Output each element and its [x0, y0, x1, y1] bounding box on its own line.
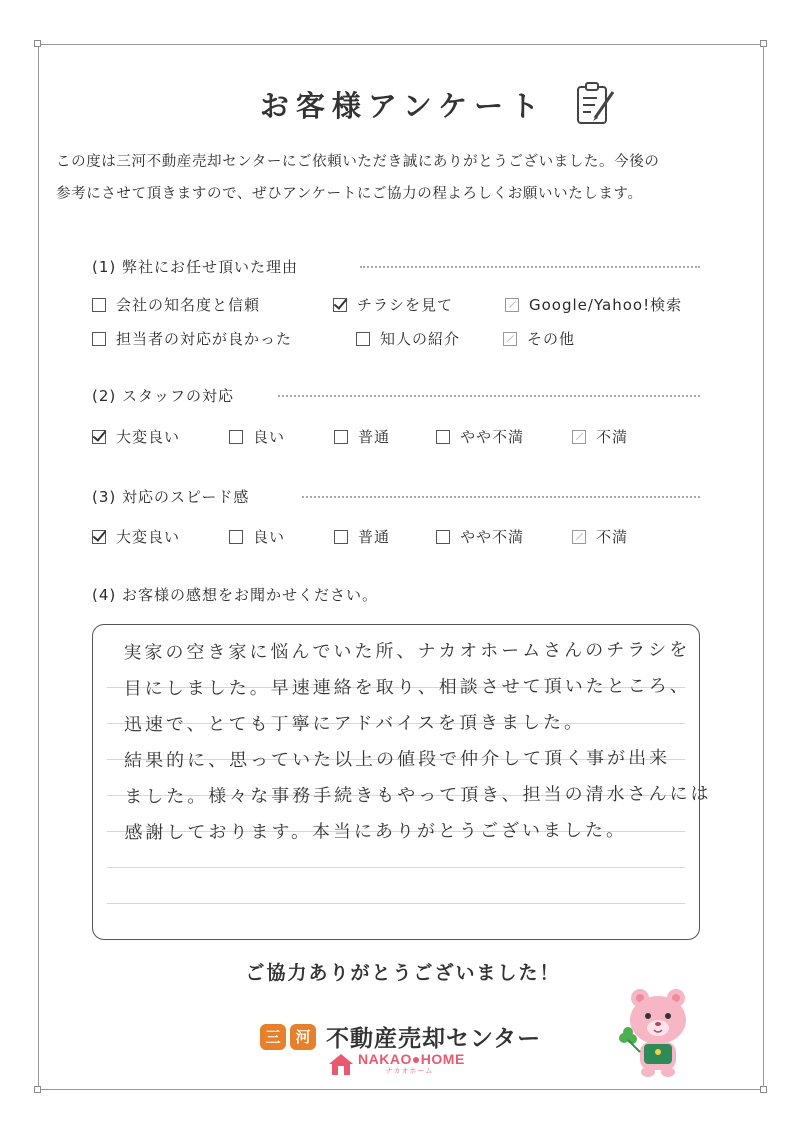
logo-badge: 河: [290, 1024, 316, 1050]
checkbox[interactable]: [92, 332, 106, 346]
q2-option-very-good[interactable]: [92, 426, 180, 447]
checkbox[interactable]: [572, 430, 586, 444]
checkbox[interactable]: [572, 530, 586, 544]
option-label: Google/Yahoo!検索: [529, 296, 683, 314]
option-label: 不満: [596, 428, 629, 446]
checkbox[interactable]: [356, 332, 370, 346]
thanks-message: ご協力ありがとうございました！: [245, 962, 561, 984]
comment-line: 結果的に、思っていた以上の値段で仲介して頂く事が出来: [124, 747, 671, 772]
q2-option-good[interactable]: [229, 426, 285, 447]
frame-corner: [760, 40, 767, 47]
dotted-leader: [278, 395, 700, 397]
dotted-leader: [302, 496, 700, 498]
nakao-home-logo: [328, 1052, 465, 1076]
option-label: 良い: [253, 528, 286, 546]
house-icon: [328, 1052, 354, 1076]
checkbox[interactable]: [229, 530, 243, 544]
frame-corner: [34, 40, 41, 47]
q2-option-somewhat-dissatisfied[interactable]: [436, 426, 524, 447]
checkbox[interactable]: [505, 298, 519, 312]
option-label: 会社の知名度と信頼: [116, 296, 261, 314]
question-2-heading: (2) スタッフの対応: [92, 387, 235, 405]
checkbox-checked[interactable]: [92, 430, 106, 444]
comment-line: 感謝しております。本当にありがとうございました。: [124, 819, 628, 844]
brand-subtitle: ナカオホーム: [385, 1067, 434, 1075]
option-label: 不満: [596, 528, 629, 546]
checkbox[interactable]: [229, 430, 243, 444]
center-name: 不動産売却センター: [326, 1026, 542, 1052]
question-1-heading: (1) 弊社にお任せ頂いた理由: [92, 258, 299, 276]
frame-corner: [34, 1086, 41, 1093]
checkbox[interactable]: [334, 530, 348, 544]
q3-option-dissatisfied[interactable]: [572, 526, 628, 547]
question-4-heading: (4) お客様の感想をお聞かせください。: [92, 586, 379, 604]
intro-line: 参考にさせて頂きますので、ぜひアンケートにご協力の程よろしくお願いいたします。: [56, 186, 643, 202]
ruled-line: [107, 867, 685, 868]
bear-mascot-icon: [618, 986, 698, 1078]
ruled-line: [107, 903, 685, 904]
checkbox[interactable]: [503, 332, 517, 346]
comment-line: 迅速で、とても丁寧にアドバイスを頂きました。: [123, 712, 586, 736]
q1-option-staff[interactable]: [92, 328, 292, 349]
question-3-heading: (3) 対応のスピード感: [92, 488, 250, 506]
option-label: 大変良い: [116, 428, 181, 446]
handwritten-comment: [123, 633, 712, 852]
checkbox-checked[interactable]: [92, 530, 106, 544]
option-label: 普通: [358, 528, 391, 546]
comment-line: ました。様々な事務手続きもやって頂き、担当の清水さんには: [124, 783, 712, 808]
checkbox[interactable]: [92, 298, 106, 312]
option-label: やや不満: [460, 528, 525, 546]
q1-option-company-reputation[interactable]: [92, 294, 260, 315]
option-label: 良い: [253, 428, 286, 446]
q2-option-dissatisfied[interactable]: [572, 426, 628, 447]
option-label: やや不満: [460, 428, 525, 446]
q1-option-search[interactable]: [505, 294, 682, 315]
q1-option-referral[interactable]: [356, 328, 460, 349]
logo-badge: 三: [260, 1024, 286, 1050]
checkbox[interactable]: [436, 530, 450, 544]
intro-text: [56, 146, 756, 210]
comment-line: 目にしました。早速連絡を取り、相談させて頂いたところ、: [123, 675, 691, 700]
q3-option-good[interactable]: [229, 526, 285, 547]
comment-line: 実家の空き家に悩んでいた所、ナカオホームさんのチラシを: [123, 639, 691, 664]
company-logo: [260, 1020, 541, 1053]
option-label: 大変良い: [116, 528, 181, 546]
option-label: 普通: [358, 428, 391, 446]
q3-option-very-good[interactable]: [92, 526, 180, 547]
q1-option-other[interactable]: [503, 328, 575, 349]
q2-option-average[interactable]: [334, 426, 390, 447]
q3-option-average[interactable]: [334, 526, 390, 547]
checkbox-checked[interactable]: [333, 298, 347, 312]
frame-corner: [760, 1086, 767, 1093]
intro-line: この度は三河不動産売却センターにご依頼いただき誠にありがとうございました。今後の: [56, 154, 660, 170]
q1-option-flyer[interactable]: [333, 294, 453, 315]
option-label: 知人の紹介: [380, 330, 461, 348]
brand-name: NAKAO●HOME: [358, 1051, 465, 1067]
q3-option-somewhat-dissatisfied[interactable]: [436, 526, 524, 547]
checkbox[interactable]: [436, 430, 450, 444]
clipboard-icon: [575, 80, 617, 126]
page-title: お客様アンケート: [259, 89, 547, 123]
checkbox[interactable]: [334, 430, 348, 444]
option-label: 担当者の対応が良かった: [116, 330, 293, 348]
option-label: その他: [527, 330, 576, 348]
dotted-leader: [360, 266, 700, 268]
option-label: チラシを見て: [357, 296, 454, 314]
